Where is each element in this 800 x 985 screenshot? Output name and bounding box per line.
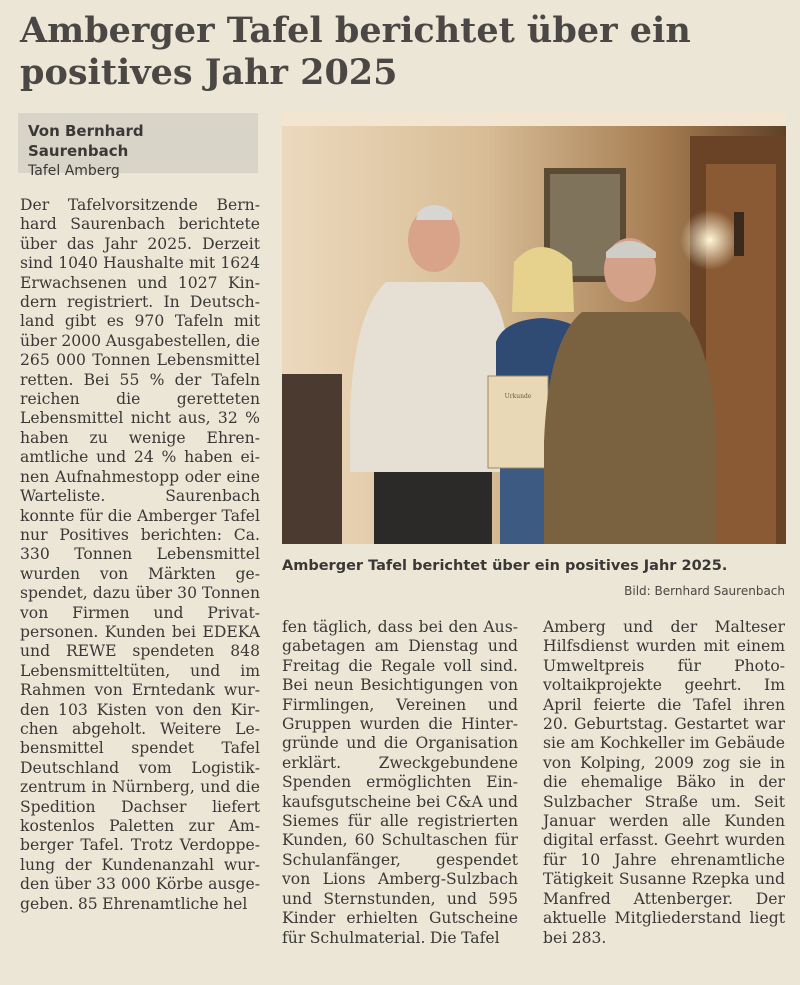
byline-organization: Tafel Amberg [28, 163, 120, 179]
article-column-2 [282, 618, 518, 948]
article-photo [282, 112, 786, 544]
photo-illustration [282, 112, 786, 544]
article-text-column-2: fen täglich, dass bei den Ausgabetagen am Dienstag und Freitag die Regale voll sind. Bei neun Besichtigungen von Firmlingen, Vereinen und Gruppen wurden die Hintergründe und die Organisation erklärt. Zweckgebundene Spenden ermöglichten Einkaufsgutscheine bei C&A und Siemes für alle registrierten Kunden, 60 Schultaschen für Schulanfänger, gespendet von Lions Amberg-Sulzbach und Sternstunden, und 595 Kinder erhielten Gutscheine für Schulmaterial. Die Tafel [282, 618, 518, 947]
article-column-1 [20, 196, 260, 914]
photo-caption: Amberger Tafel berichtet über ein positives Jahr 2025. [282, 558, 728, 574]
article-text-column-3: Amberg und der Malteser Hilfsdienst wurden mit einem Umweltpreis für Photovoltaikprojekte geehrt. Im April feierte die Tafel ihren 20. Geburtstag. Gestartet war sie am Kochkeller im Gebäude von Kolping, 2009 zog sie in die ehemalige Bäko in der Sulzbacher Straße um. Seit Januar werden alle Kunden digital erfasst. Geehrt wurden für 10 Jahre ehrenamtliche Tätigkeit Susanne Rzepka und Manfred Attenberger. Der aktuelle Mitgliederstand liegt bei 283. [543, 618, 785, 947]
headline: Amberger Tafel berichtet über ein positives Jahr 2025 [20, 10, 691, 93]
byline-author: Von Bernhard Saurenbach [28, 122, 144, 160]
byline-box [18, 113, 258, 179]
photo-credit: Bild: Bernhard Saurenbach [624, 584, 785, 598]
article-column-3 [543, 618, 785, 948]
certificate-heading: Urkunde [504, 393, 532, 400]
article-text-column-1: Der Tafelvorsitzende Bernhard Saurenbach berichtete über das Jahr 2025. Derzeit sind 1040 Haushalte mit 1624 Erwachsenen und 1027 Kindern registriert. In Deutschland gibt es 970 Tafeln mit über 2000 Ausgabestellen, die 265 000 Tonnen Lebensmittel retten. Bei 55 % der Tafeln reichen die geretteten Lebensmittel nicht aus, 32 % haben zu wenige Ehrenamtliche und 24 % haben einen Aufnahmestopp oder eine Warteliste. Saurenbach konnte für die Amberger Tafel nur Positives berichten: Ca. 330 Tonnen Lebensmittel wurden von Märkten gespendet, dazu über 30 Tonnen von Firmen und Privatpersonen. Kunden bei EDEKA und REWE spendeten 848 Lebensmitteltüten, und im Rahmen von Erntedank wurden 103 Kisten von den Kirchen abgeholt. Weitere Lebensmittel spendet Tafel Deutschland vom Logistikzentrum in Nürnberg, und die Spedition Dachser liefert kostenlos Paletten zur Amberger Tafel. Trotz Verdoppelung der Kundenanzahl wurden über 33 000 Körbe ausgegeben. 85 Ehrenamtliche hel [20, 196, 260, 913]
